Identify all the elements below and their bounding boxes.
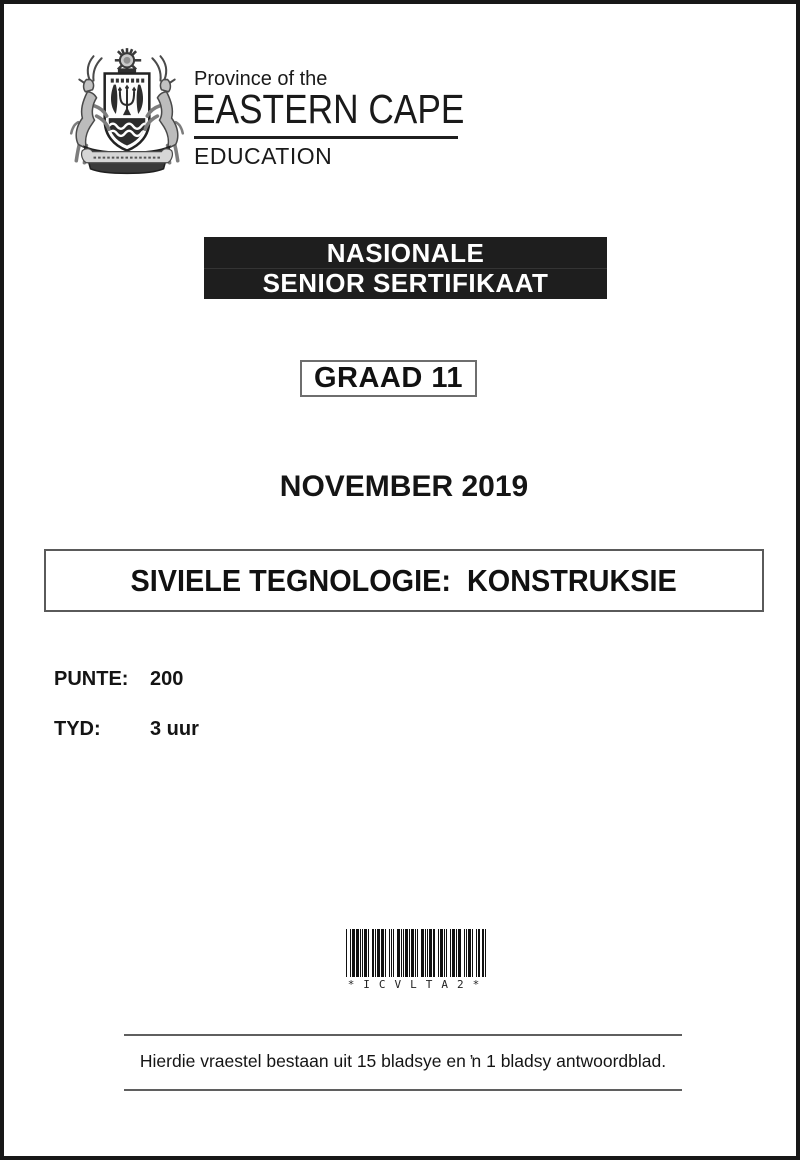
marks-label: PUNTE: (54, 668, 129, 690)
eastern-cape-coat-of-arms-icon (56, 42, 198, 178)
subject-box (44, 549, 764, 612)
banner-line-2: SENIOR SERTIFIKAAT (204, 268, 607, 298)
exam-session: NOVEMBER 2019 (279, 470, 529, 503)
barcode-bars (346, 929, 487, 977)
province-line: Province of the (194, 68, 328, 90)
province-name: EASTERN CAPE (192, 86, 465, 132)
footer-note: Hierdie vraestel bestaan uit 15 bladsye en ŉ 1 bladsy antwoordblad. (139, 1051, 667, 1071)
barcode-text: *ICVLTA2* (347, 978, 489, 991)
time-label: TYD: (54, 718, 101, 740)
department-name: EDUCATION (194, 143, 333, 169)
grade-label: GRAAD 11 (313, 362, 464, 394)
banner-line-1: NASIONALE (326, 237, 485, 268)
logo-divider (194, 136, 458, 139)
marks-value: 200 (150, 668, 184, 690)
certificate-banner (204, 237, 607, 299)
footer-note-box (124, 1034, 682, 1091)
time-value: 3 uur (150, 718, 199, 740)
subject-title: SIVIELE TEGNOLOGIE: KONSTRUKSIE (130, 562, 678, 598)
grade-box (300, 360, 477, 397)
